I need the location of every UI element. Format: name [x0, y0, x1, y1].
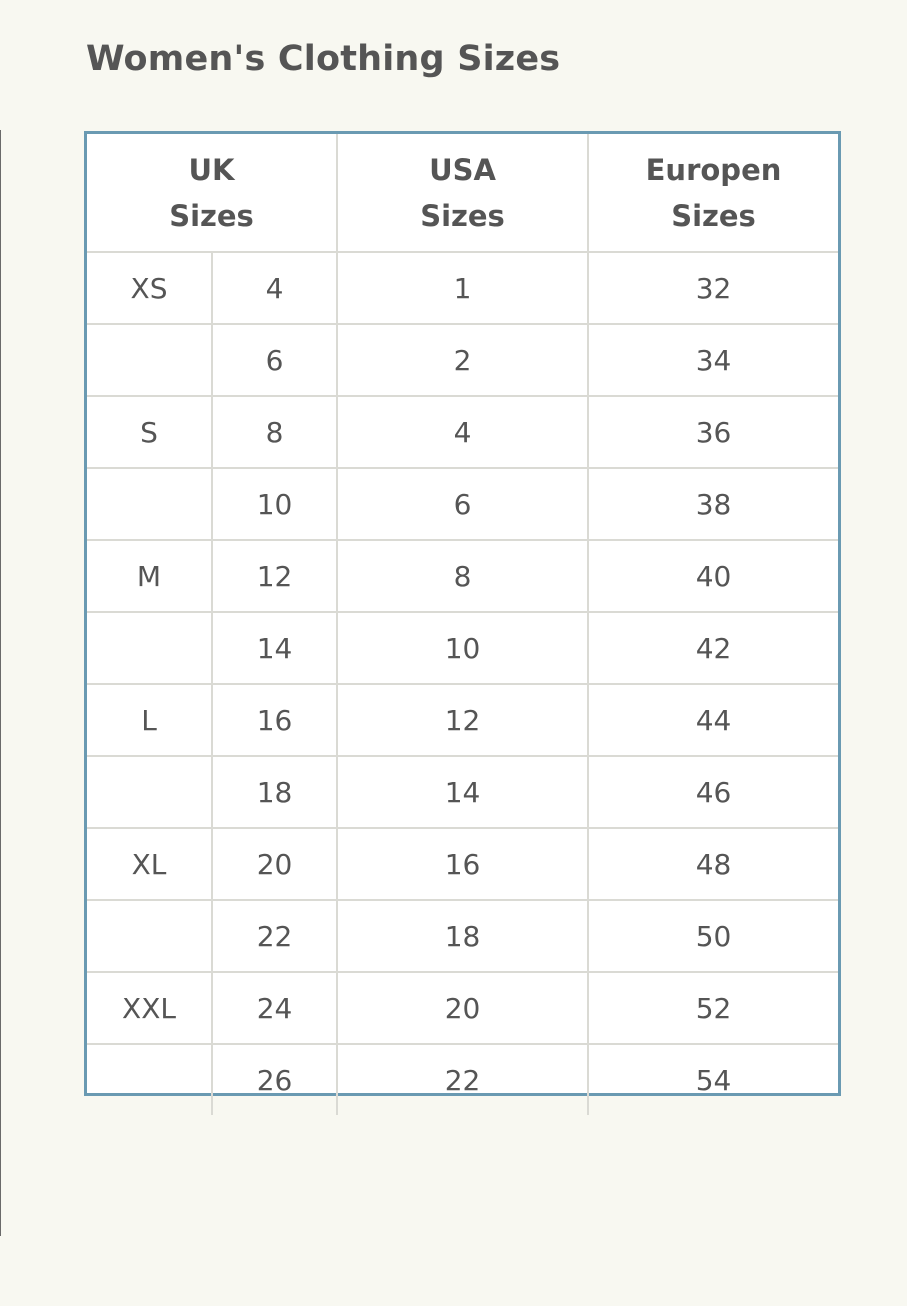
cell-usa-size: 16: [337, 828, 588, 900]
cell-eu-size: 50: [588, 900, 838, 972]
cell-eu-size: 48: [588, 828, 838, 900]
table-row: [87, 324, 838, 396]
cell-letter-size: M: [87, 540, 212, 612]
cell-eu-size: 42: [588, 612, 838, 684]
header-uk-line1: UK: [188, 152, 235, 187]
cell-usa-size: 20: [337, 972, 588, 1044]
header-row: [87, 134, 838, 252]
page-title: Women's Clothing Sizes: [86, 39, 561, 79]
table-row: [87, 756, 838, 828]
size-chart-table: [87, 134, 838, 1115]
size-rows: [87, 252, 838, 1115]
cell-uk-size: 18: [212, 756, 337, 828]
cell-letter-size: [87, 324, 212, 396]
table-row: [87, 684, 838, 756]
cell-uk-size: 14: [212, 612, 337, 684]
cell-letter-size: [87, 900, 212, 972]
cell-eu-size: 54: [588, 1044, 838, 1115]
cell-uk-size: 8: [212, 396, 337, 468]
cell-usa-size: 18: [337, 900, 588, 972]
cell-letter-size: [87, 756, 212, 828]
header-uk-line2: Sizes: [169, 198, 254, 233]
header-eu-sizes: [588, 134, 838, 252]
header-usa-line1: USA: [429, 152, 496, 187]
cell-letter-size: XXL: [87, 972, 212, 1044]
cell-uk-size: 6: [212, 324, 337, 396]
cell-eu-size: 44: [588, 684, 838, 756]
cell-usa-size: 4: [337, 396, 588, 468]
cell-eu-size: 46: [588, 756, 838, 828]
cell-letter-size: S: [87, 396, 212, 468]
cell-letter-size: [87, 612, 212, 684]
cell-uk-size: 20: [212, 828, 337, 900]
cell-letter-size: [87, 1044, 212, 1115]
cell-eu-size: 52: [588, 972, 838, 1044]
cell-letter-size: XS: [87, 252, 212, 324]
cell-letter-size: XL: [87, 828, 212, 900]
cell-eu-size: 40: [588, 540, 838, 612]
cell-uk-size: 16: [212, 684, 337, 756]
size-chart-frame: [84, 131, 841, 1096]
header-uk-sizes: [87, 134, 337, 252]
cell-letter-size: [87, 468, 212, 540]
page-edge-line: [0, 130, 1, 1236]
cell-uk-size: 4: [212, 252, 337, 324]
table-row: [87, 900, 838, 972]
cell-uk-size: 10: [212, 468, 337, 540]
table-row: [87, 468, 838, 540]
cell-eu-size: 32: [588, 252, 838, 324]
table-row: [87, 396, 838, 468]
cell-usa-size: 1: [337, 252, 588, 324]
cell-usa-size: 2: [337, 324, 588, 396]
cell-eu-size: 34: [588, 324, 838, 396]
cell-letter-size: L: [87, 684, 212, 756]
header-eu-line1: Europen: [645, 152, 782, 187]
cell-uk-size: 22: [212, 900, 337, 972]
cell-usa-size: 6: [337, 468, 588, 540]
table-row: [87, 828, 838, 900]
cell-uk-size: 26: [212, 1044, 337, 1115]
cell-usa-size: 10: [337, 612, 588, 684]
cell-usa-size: 8: [337, 540, 588, 612]
cell-eu-size: 38: [588, 468, 838, 540]
cell-usa-size: 14: [337, 756, 588, 828]
header-usa-sizes: [337, 134, 588, 252]
header-eu-line2: Sizes: [671, 198, 756, 233]
table-row: [87, 972, 838, 1044]
cell-usa-size: 22: [337, 1044, 588, 1115]
cell-usa-size: 12: [337, 684, 588, 756]
header-usa-line2: Sizes: [420, 198, 505, 233]
table-row: [87, 1044, 838, 1115]
table-row: [87, 252, 838, 324]
cell-uk-size: 24: [212, 972, 337, 1044]
cell-uk-size: 12: [212, 540, 337, 612]
table-row: [87, 540, 838, 612]
cell-eu-size: 36: [588, 396, 838, 468]
table-row: [87, 612, 838, 684]
